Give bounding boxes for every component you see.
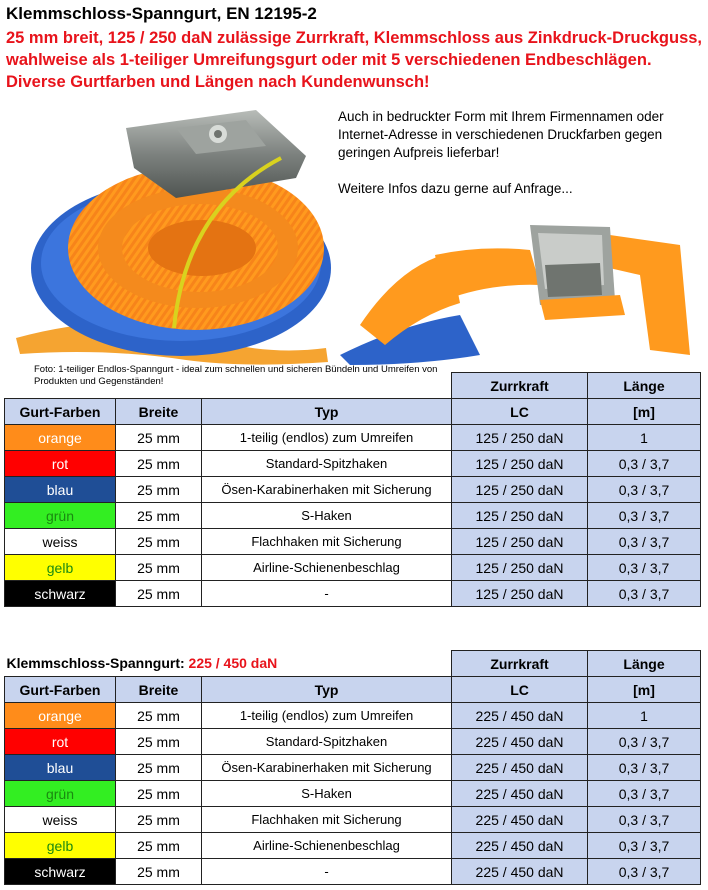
lc-cell: 225 / 450 daN — [452, 807, 588, 833]
header-unit: [m] — [588, 399, 701, 425]
lc-cell: 225 / 450 daN — [452, 781, 588, 807]
header-lc: LC — [452, 677, 588, 703]
color-cell: schwarz — [5, 859, 116, 885]
buckle-strap-photo — [340, 205, 700, 365]
header-laenge: Länge — [588, 651, 701, 677]
typ-cell: Airline-Schienenbeschlag — [202, 833, 452, 859]
header-zurrkraft: Zurrkraft — [452, 373, 588, 399]
header-zurrkraft: Zurrkraft — [452, 651, 588, 677]
typ-cell: Flachhaken mit Sicherung — [202, 807, 452, 833]
color-cell: blau — [5, 477, 116, 503]
color-cell: weiss — [5, 807, 116, 833]
header-typ: Typ — [202, 677, 452, 703]
laenge-cell: 0,3 / 3,7 — [588, 807, 701, 833]
laenge-cell: 0,3 / 3,7 — [588, 477, 701, 503]
color-cell: orange — [5, 425, 116, 451]
table-row — [5, 503, 701, 529]
header-laenge: Länge — [588, 373, 701, 399]
table-row — [5, 807, 701, 833]
header-breite: Breite — [116, 677, 202, 703]
breite-cell: 25 mm — [116, 529, 202, 555]
table-row — [5, 581, 701, 607]
header-gurtfarben: Gurt-Farben — [5, 677, 116, 703]
table-row — [5, 729, 701, 755]
typ-cell: - — [202, 859, 452, 885]
typ-cell: Airline-Schienenbeschlag — [202, 555, 452, 581]
color-cell: orange — [5, 703, 116, 729]
color-cell: schwarz — [5, 581, 116, 607]
table-row — [5, 425, 701, 451]
header-gurtfarben: Gurt-Farben — [5, 399, 116, 425]
typ-cell: Flachhaken mit Sicherung — [202, 529, 452, 555]
table-row — [5, 781, 701, 807]
lc-cell: 125 / 250 daN — [452, 425, 588, 451]
lc-cell: 125 / 250 daN — [452, 477, 588, 503]
header-typ: Typ — [202, 399, 452, 425]
typ-cell: Standard-Spitzhaken — [202, 451, 452, 477]
laenge-cell: 0,3 / 3,7 — [588, 755, 701, 781]
laenge-cell: 0,3 / 3,7 — [588, 555, 701, 581]
print-info: Auch in bedruckter Form mit Ihrem Firmennamen oder Internet-Adresse in verschiedenen Druckfarben gegen geringen Aufpreis lieferbar! — [338, 109, 664, 160]
laenge-cell: 0,3 / 3,7 — [588, 503, 701, 529]
spec-table-225-450 — [4, 650, 701, 885]
product-description: 25 mm breit, 125 / 250 daN zulässige Zurrkraft, Klemmschloss aus Zinkdruck-Druckguss, wahlweise als 1-teiliger Umreifungsgurt oder mit 5 verschiedenen Endbeschlägen. Diverse Gurtfarben und Längen nach Kundenwunsch! — [6, 29, 703, 91]
typ-cell: Standard-Spitzhaken — [202, 729, 452, 755]
laenge-cell: 0,3 / 3,7 — [588, 859, 701, 885]
typ-cell: Ösen-Karabinerhaken mit Sicherung — [202, 477, 452, 503]
typ-cell: Ösen-Karabinerhaken mit Sicherung — [202, 755, 452, 781]
more-info: Weitere Infos dazu gerne auf Anfrage... — [338, 181, 573, 196]
lc-cell: 125 / 250 daN — [452, 581, 588, 607]
breite-cell: 25 mm — [116, 477, 202, 503]
color-cell: grün — [5, 503, 116, 529]
table-row — [5, 477, 701, 503]
laenge-cell: 0,3 / 3,7 — [588, 581, 701, 607]
lc-cell: 225 / 450 daN — [452, 833, 588, 859]
page-title: Klemmschloss-Spanngurt, EN 12195-2 — [6, 4, 317, 23]
table-row — [5, 555, 701, 581]
typ-cell: S-Haken — [202, 503, 452, 529]
typ-cell: 1-teilig (endlos) zum Umreifen — [202, 425, 452, 451]
color-cell: gelb — [5, 833, 116, 859]
color-cell: grün — [5, 781, 116, 807]
laenge-cell: 0,3 / 3,7 — [588, 833, 701, 859]
table2-title-red: 225 / 450 daN — [188, 655, 278, 672]
table-row — [5, 755, 701, 781]
breite-cell: 25 mm — [116, 833, 202, 859]
table-row — [5, 451, 701, 477]
lc-cell: 225 / 450 daN — [452, 755, 588, 781]
breite-cell: 25 mm — [116, 581, 202, 607]
laenge-cell: 1 — [588, 425, 701, 451]
color-cell: rot — [5, 729, 116, 755]
color-cell: gelb — [5, 555, 116, 581]
laenge-cell: 0,3 / 3,7 — [588, 529, 701, 555]
breite-cell: 25 mm — [116, 755, 202, 781]
breite-cell: 25 mm — [116, 703, 202, 729]
breite-cell: 25 mm — [116, 425, 202, 451]
info-text — [338, 108, 703, 198]
photo-caption: Foto: 1-teiliger Endlos-Spanngurt - ideal zum schnellen und sicheren Bündeln und Umreifen von Produkten und Gegenständen! — [34, 364, 438, 387]
color-cell: weiss — [5, 529, 116, 555]
typ-cell: - — [202, 581, 452, 607]
laenge-cell: 1 — [588, 703, 701, 729]
spec-table-125-250 — [4, 372, 701, 607]
strap-roll-photo — [6, 98, 336, 366]
typ-cell: 1-teilig (endlos) zum Umreifen — [202, 703, 452, 729]
laenge-cell: 0,3 / 3,7 — [588, 781, 701, 807]
breite-cell: 25 mm — [116, 729, 202, 755]
color-cell: blau — [5, 755, 116, 781]
typ-cell: S-Haken — [202, 781, 452, 807]
table-row — [5, 833, 701, 859]
lc-cell: 125 / 250 daN — [452, 503, 588, 529]
laenge-cell: 0,3 / 3,7 — [588, 729, 701, 755]
breite-cell: 25 mm — [116, 781, 202, 807]
lc-cell: 225 / 450 daN — [452, 859, 588, 885]
lc-cell: 225 / 450 daN — [452, 729, 588, 755]
table2-title-black: Klemmschloss-Spanngurt: — [6, 655, 185, 672]
lc-cell: 125 / 250 daN — [452, 451, 588, 477]
table2-title — [5, 651, 452, 677]
lc-cell: 125 / 250 daN — [452, 529, 588, 555]
breite-cell: 25 mm — [116, 555, 202, 581]
table-row — [5, 703, 701, 729]
header-unit: [m] — [588, 677, 701, 703]
lc-cell: 125 / 250 daN — [452, 555, 588, 581]
color-cell: rot — [5, 451, 116, 477]
laenge-cell: 0,3 / 3,7 — [588, 451, 701, 477]
table-row — [5, 859, 701, 885]
header-lc: LC — [452, 399, 588, 425]
breite-cell: 25 mm — [116, 859, 202, 885]
breite-cell: 25 mm — [116, 807, 202, 833]
lc-cell: 225 / 450 daN — [452, 703, 588, 729]
breite-cell: 25 mm — [116, 503, 202, 529]
breite-cell: 25 mm — [116, 451, 202, 477]
header-breite: Breite — [116, 399, 202, 425]
table-row — [5, 529, 701, 555]
